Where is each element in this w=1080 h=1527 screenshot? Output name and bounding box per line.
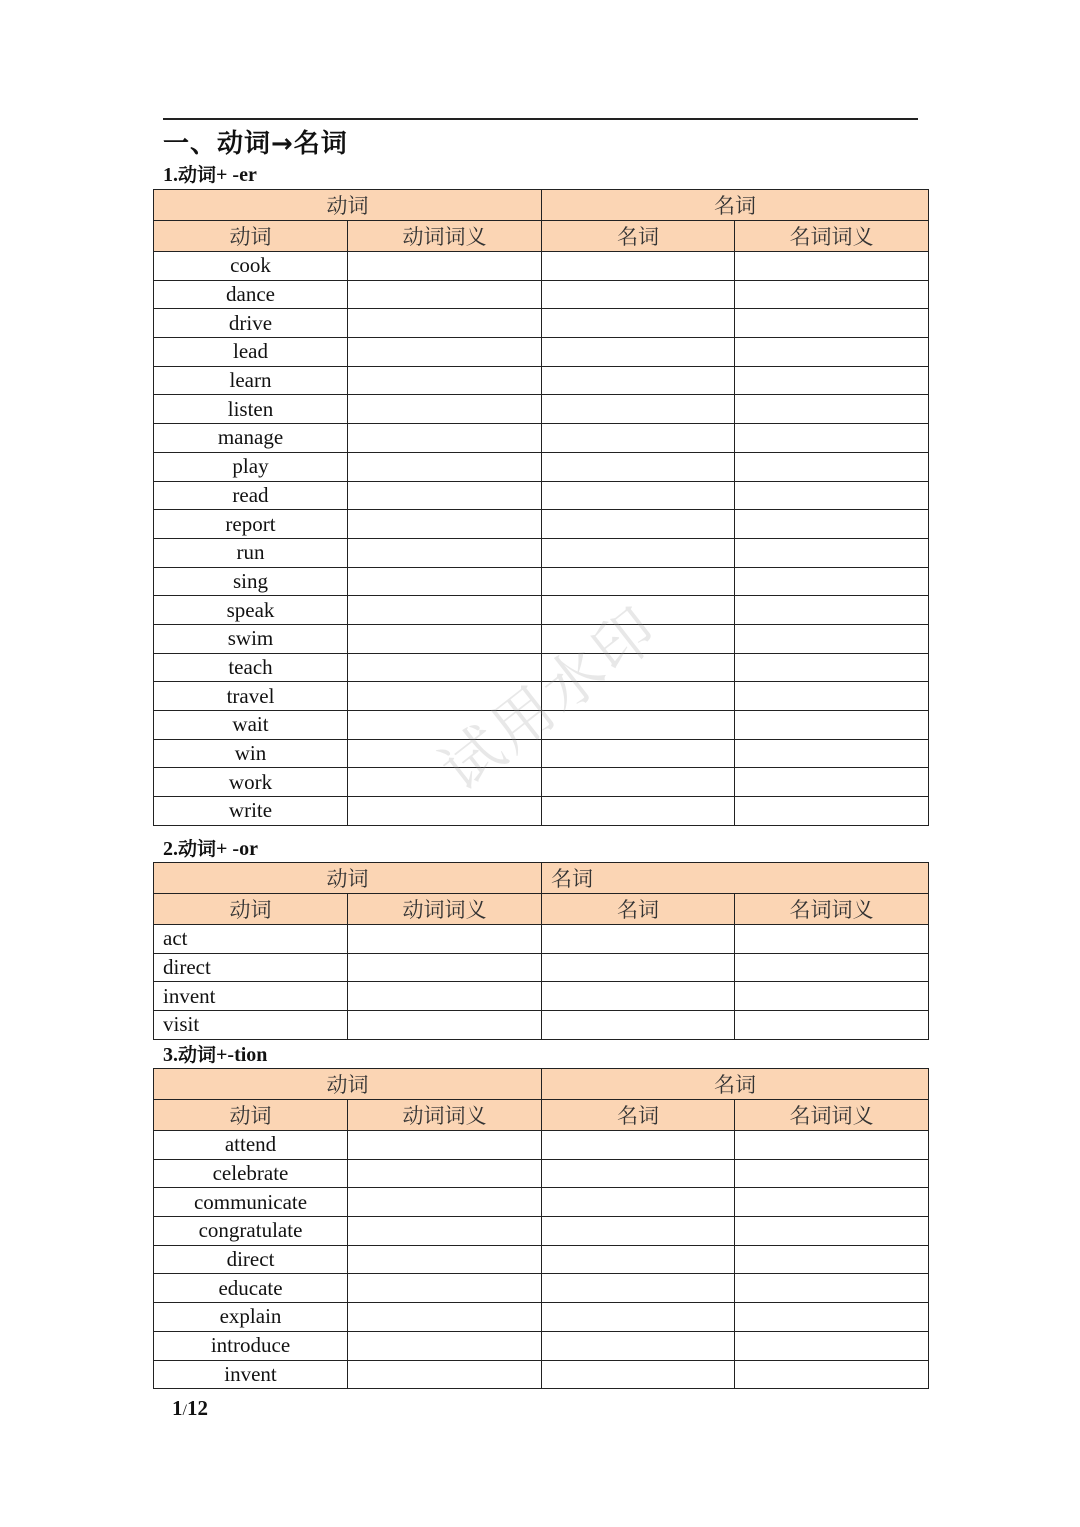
verb-cell: work (154, 768, 348, 797)
col-header-verb-meaning: 动词词义 (348, 1100, 542, 1131)
noun-cell (542, 1159, 735, 1188)
col-header-noun-meaning: 名词词义 (735, 894, 929, 925)
table-row (154, 596, 929, 625)
table-row (154, 510, 929, 539)
noun-cell (542, 1217, 735, 1246)
noun-meaning-cell (735, 682, 929, 711)
section-number: 1. (163, 164, 178, 186)
verb-meaning-cell (348, 1360, 542, 1389)
table-row (154, 1303, 929, 1332)
verb-meaning-cell (348, 653, 542, 682)
verb-meaning-cell (348, 768, 542, 797)
noun-cell (542, 424, 735, 453)
table-row (154, 366, 929, 395)
noun-meaning-cell (735, 1245, 929, 1274)
group-header-verb: 动词 (154, 190, 542, 221)
table-row (154, 1245, 929, 1274)
section-title-er (163, 163, 257, 187)
table-er (153, 189, 929, 826)
table-row (154, 653, 929, 682)
table-row (154, 280, 929, 309)
noun-meaning-cell (735, 280, 929, 309)
verb-cell: manage (154, 424, 348, 453)
verb-meaning-cell (348, 366, 542, 395)
noun-meaning-cell (735, 366, 929, 395)
noun-meaning-cell (735, 982, 929, 1011)
verb-cell: report (154, 510, 348, 539)
verb-meaning-cell (348, 1131, 542, 1160)
noun-cell (542, 309, 735, 338)
verb-meaning-cell (348, 682, 542, 711)
noun-meaning-cell (735, 510, 929, 539)
noun-meaning-cell (735, 1011, 929, 1040)
group-header-verb: 动词 (154, 863, 542, 894)
noun-cell (542, 1245, 735, 1274)
verb-cell: wait (154, 711, 348, 740)
noun-cell (542, 510, 735, 539)
noun-cell (542, 953, 735, 982)
verb-cell: travel (154, 682, 348, 711)
noun-meaning-cell (735, 1217, 929, 1246)
verb-meaning-cell (348, 982, 542, 1011)
section-label: 动词 (178, 1044, 217, 1066)
table-row (154, 739, 929, 768)
verb-meaning-cell (348, 309, 542, 338)
col-header-verb: 动词 (154, 894, 348, 925)
page-separator: / (182, 1402, 187, 1419)
verb-meaning-cell (348, 1188, 542, 1217)
noun-meaning-cell (735, 953, 929, 982)
noun-cell (542, 1331, 735, 1360)
noun-cell (542, 1188, 735, 1217)
verb-meaning-cell (348, 1303, 542, 1332)
table-row (154, 338, 929, 367)
verb-cell: act (154, 925, 348, 954)
verb-meaning-cell (348, 1011, 542, 1040)
group-header-verb: 动词 (154, 1069, 542, 1100)
noun-meaning-cell (735, 481, 929, 510)
verb-meaning-cell (348, 739, 542, 768)
verb-cell: invent (154, 1360, 348, 1389)
noun-cell (542, 1274, 735, 1303)
table-row (154, 252, 929, 281)
noun-cell (542, 682, 735, 711)
section-label: 动词 (178, 164, 217, 186)
verb-cell: introduce (154, 1331, 348, 1360)
noun-cell (542, 280, 735, 309)
table-row (154, 982, 929, 1011)
table-row (154, 925, 929, 954)
noun-cell (542, 1303, 735, 1332)
section-number: 3. (163, 1044, 178, 1066)
verb-cell: write (154, 797, 348, 826)
col-header-verb-meaning: 动词词义 (348, 894, 542, 925)
noun-cell (542, 1131, 735, 1160)
noun-cell (542, 538, 735, 567)
section-suffix: + -er (216, 164, 257, 186)
noun-cell (542, 739, 735, 768)
noun-cell (542, 452, 735, 481)
page-current: 1 (172, 1396, 183, 1420)
noun-cell (542, 567, 735, 596)
col-header-verb: 动词 (154, 221, 348, 252)
verb-cell: win (154, 739, 348, 768)
table-row (154, 538, 929, 567)
noun-cell (542, 1011, 735, 1040)
noun-cell (542, 797, 735, 826)
verb-cell: celebrate (154, 1159, 348, 1188)
table-row (154, 567, 929, 596)
noun-cell (542, 252, 735, 281)
verb-meaning-cell (348, 953, 542, 982)
section-title-or (163, 837, 258, 861)
verb-cell: speak (154, 596, 348, 625)
verb-cell: educate (154, 1274, 348, 1303)
verb-cell: play (154, 452, 348, 481)
verb-cell: teach (154, 653, 348, 682)
table-row (154, 768, 929, 797)
noun-meaning-cell (735, 395, 929, 424)
verb-cell: visit (154, 1011, 348, 1040)
noun-meaning-cell (735, 452, 929, 481)
verb-meaning-cell (348, 252, 542, 281)
table-row (154, 309, 929, 338)
verb-meaning-cell (348, 395, 542, 424)
noun-meaning-cell (735, 1159, 929, 1188)
verb-meaning-cell (348, 1331, 542, 1360)
col-header-verb: 动词 (154, 1100, 348, 1131)
verb-meaning-cell (348, 624, 542, 653)
table-row (154, 1011, 929, 1040)
noun-meaning-cell (735, 1131, 929, 1160)
verb-meaning-cell (348, 1245, 542, 1274)
top-rule (163, 118, 918, 120)
verb-meaning-cell (348, 1274, 542, 1303)
table-row (154, 1331, 929, 1360)
verb-meaning-cell (348, 338, 542, 367)
noun-meaning-cell (735, 739, 929, 768)
table-row (154, 1274, 929, 1303)
table-row (154, 682, 929, 711)
noun-meaning-cell (735, 1188, 929, 1217)
section-suffix: +-tion (216, 1044, 268, 1066)
noun-cell (542, 982, 735, 1011)
table-row (154, 1217, 929, 1246)
verb-cell: dance (154, 280, 348, 309)
noun-cell (542, 768, 735, 797)
noun-meaning-cell (735, 424, 929, 453)
verb-meaning-cell (348, 925, 542, 954)
table-or (153, 862, 929, 1040)
section-suffix: + -or (216, 838, 258, 860)
noun-meaning-cell (735, 567, 929, 596)
section-number: 2. (163, 838, 178, 860)
verb-cell: read (154, 481, 348, 510)
col-header-noun: 名词 (542, 894, 735, 925)
group-header-noun: 名词 (542, 1069, 929, 1100)
verb-meaning-cell (348, 538, 542, 567)
page-title: 一、动词→名词 (163, 129, 348, 159)
section-title-tion (163, 1043, 267, 1067)
table-row (154, 953, 929, 982)
table-row (154, 395, 929, 424)
noun-meaning-cell (735, 624, 929, 653)
noun-cell (542, 481, 735, 510)
watermark: 试用水印 (428, 592, 673, 806)
verb-cell: sing (154, 567, 348, 596)
page-number (172, 1396, 208, 1421)
col-header-verb-meaning: 动词词义 (348, 221, 542, 252)
noun-meaning-cell (735, 1331, 929, 1360)
verb-cell: invent (154, 982, 348, 1011)
verb-meaning-cell (348, 1159, 542, 1188)
noun-cell (542, 624, 735, 653)
table-row (154, 1360, 929, 1389)
noun-meaning-cell (735, 797, 929, 826)
noun-cell (542, 925, 735, 954)
table-row (154, 711, 929, 740)
noun-meaning-cell (735, 596, 929, 625)
noun-meaning-cell (735, 653, 929, 682)
noun-cell (542, 366, 735, 395)
verb-cell: explain (154, 1303, 348, 1332)
verb-cell: congratulate (154, 1217, 348, 1246)
noun-meaning-cell (735, 925, 929, 954)
table-row (154, 452, 929, 481)
noun-meaning-cell (735, 538, 929, 567)
noun-cell (542, 1360, 735, 1389)
verb-meaning-cell (348, 510, 542, 539)
table-tion (153, 1068, 929, 1389)
verb-meaning-cell (348, 481, 542, 510)
col-header-noun: 名词 (542, 1100, 735, 1131)
verb-meaning-cell (348, 280, 542, 309)
col-header-noun-meaning: 名词词义 (735, 1100, 929, 1131)
verb-meaning-cell (348, 567, 542, 596)
verb-cell: direct (154, 953, 348, 982)
table-row (154, 481, 929, 510)
table-row (154, 1159, 929, 1188)
verb-meaning-cell (348, 1217, 542, 1246)
verb-cell: communicate (154, 1188, 348, 1217)
noun-meaning-cell (735, 768, 929, 797)
verb-cell: drive (154, 309, 348, 338)
verb-cell: cook (154, 252, 348, 281)
section-label: 动词 (178, 838, 217, 860)
noun-cell (542, 653, 735, 682)
page-total: 12 (186, 1396, 208, 1420)
noun-meaning-cell (735, 711, 929, 740)
noun-meaning-cell (735, 338, 929, 367)
table-row (154, 1188, 929, 1217)
verb-cell: attend (154, 1131, 348, 1160)
verb-cell: swim (154, 624, 348, 653)
noun-meaning-cell (735, 309, 929, 338)
verb-meaning-cell (348, 596, 542, 625)
verb-cell: direct (154, 1245, 348, 1274)
table-row (154, 797, 929, 826)
table-row (154, 424, 929, 453)
noun-meaning-cell (735, 1303, 929, 1332)
verb-meaning-cell (348, 711, 542, 740)
verb-meaning-cell (348, 452, 542, 481)
verb-meaning-cell (348, 424, 542, 453)
noun-meaning-cell (735, 1360, 929, 1389)
verb-meaning-cell (348, 797, 542, 826)
col-header-noun-meaning: 名词词义 (735, 221, 929, 252)
verb-cell: run (154, 538, 348, 567)
group-header-noun: 名词 (542, 190, 929, 221)
noun-cell (542, 338, 735, 367)
verb-cell: lead (154, 338, 348, 367)
noun-meaning-cell (735, 252, 929, 281)
noun-cell (542, 395, 735, 424)
noun-cell (542, 596, 735, 625)
table-row (154, 1131, 929, 1160)
noun-meaning-cell (735, 1274, 929, 1303)
verb-cell: learn (154, 366, 348, 395)
group-header-noun: 名词 (542, 863, 929, 894)
col-header-noun: 名词 (542, 221, 735, 252)
table-row (154, 624, 929, 653)
verb-cell: listen (154, 395, 348, 424)
noun-cell (542, 711, 735, 740)
